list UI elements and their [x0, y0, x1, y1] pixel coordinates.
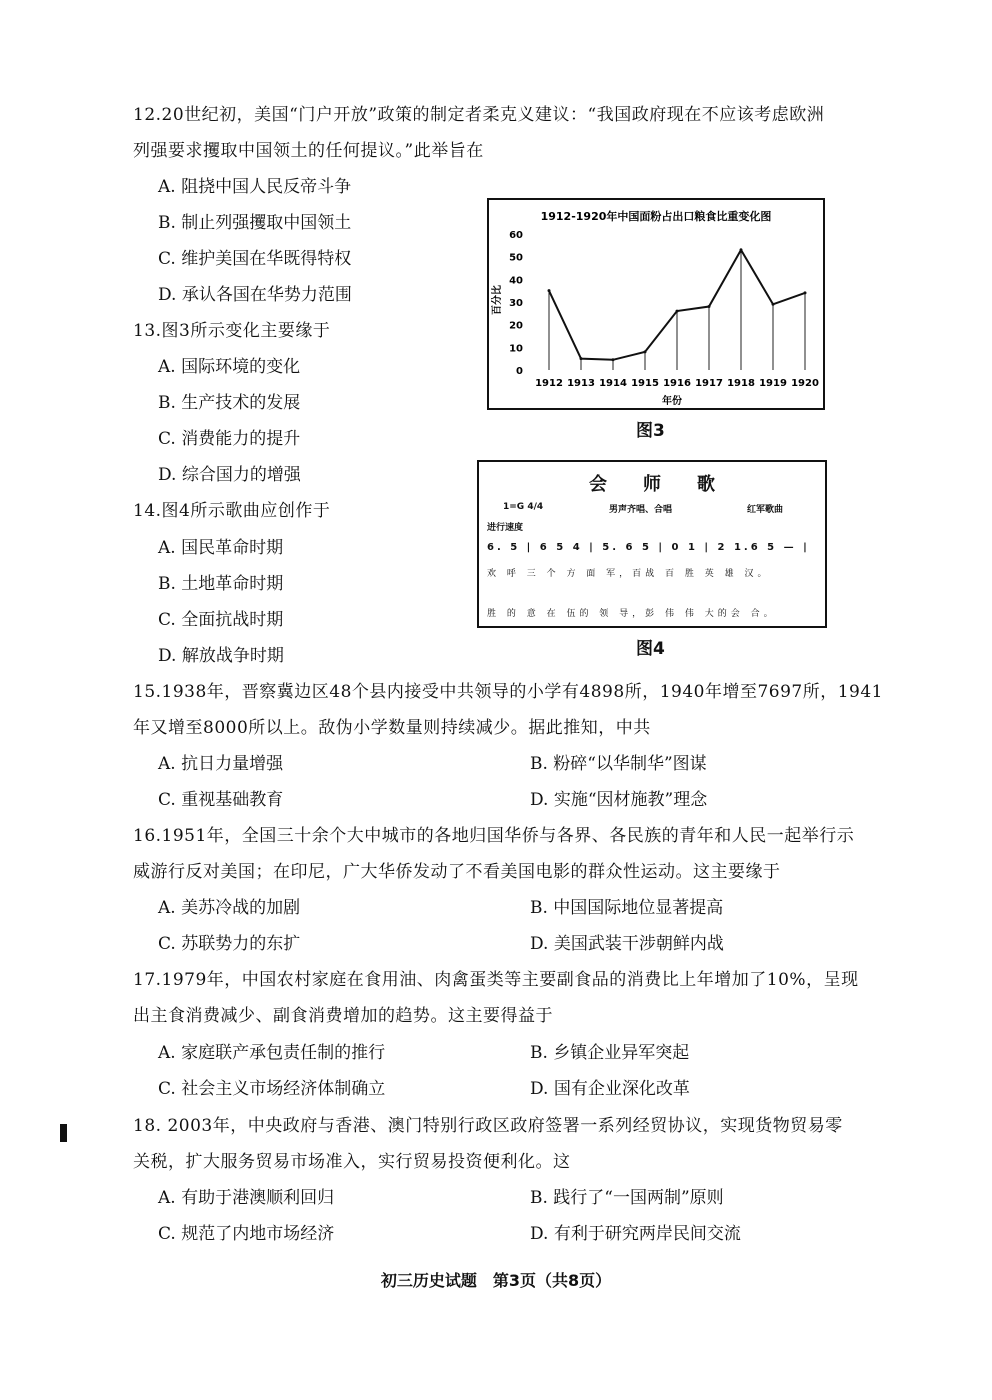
q17-option-d[interactable]: D. 国有企业深化改革	[530, 1079, 690, 1099]
data-point	[804, 291, 807, 294]
q14-stem: 14.图4所示歌曲应创作于	[133, 501, 331, 521]
data-point	[740, 248, 743, 251]
x-tick-label: 1912	[535, 378, 563, 389]
y-tick-label: 30	[509, 298, 523, 309]
q14-option-c[interactable]: C. 全面抗战时期	[158, 610, 284, 630]
q16-option-b[interactable]: B. 中国国际地位显著提高	[530, 898, 724, 918]
chart-title: 1912-1920年中国面粉占出口粮食比重变化图	[540, 210, 772, 223]
q16-stem-line1: 16.1951年，全国三十余个大中城市的各地归国华侨与各界、各民族的青年和人民一起举行示	[133, 826, 855, 846]
q16-option-a[interactable]: A. 美苏冷战的加剧	[158, 898, 301, 918]
song-notes: 6. 5 | 6 5 4 | 5. 6 5 | 0 1 | 2 1.6 5 — |	[487, 542, 810, 553]
q15-option-b[interactable]: B. 粉碎“以华制华”图谋	[530, 754, 707, 774]
y-tick-label: 0	[516, 366, 523, 377]
q13-option-a[interactable]: A. 国际环境的变化	[158, 357, 301, 377]
figure-4-caption: 图4	[636, 639, 665, 659]
song-lyrics-1: 欢 呼 三 个 方 面 军，百战 百 胜 英 雄 汉。	[487, 569, 771, 579]
q15-option-a[interactable]: A. 抗日力量增强	[158, 754, 284, 774]
q13-option-c[interactable]: C. 消费能力的提升	[158, 429, 301, 449]
q15-option-c[interactable]: C. 重视基础教育	[158, 790, 284, 810]
q14-option-b[interactable]: B. 土地革命时期	[158, 574, 284, 594]
q15-option-d[interactable]: D. 实施“因材施教”理念	[530, 790, 708, 810]
q12-stem-line1: 12.20世纪初，美国“门户开放”政策的制定者柔克义建议：“我国政府现在不应该考虑欧洲	[133, 105, 825, 125]
data-point	[548, 289, 551, 292]
song-key: 1=G 4/4	[503, 502, 544, 512]
y-tick-label: 20	[509, 320, 523, 332]
figure-3-caption: 图3	[636, 421, 665, 441]
q15-stem-line1: 15.1938年，晋察冀边区48个县内接受中共领导的小学有4898所，1940年增至7697所，1941	[133, 682, 883, 702]
q14-option-d[interactable]: D. 解放战争时期	[158, 646, 284, 666]
q13-option-d[interactable]: D. 综合国力的增强	[158, 465, 301, 485]
song-style: 男声齐唱、合唱	[609, 505, 673, 515]
data-point	[612, 358, 615, 361]
q17-option-c[interactable]: C. 社会主义市场经济体制确立	[158, 1079, 386, 1099]
q17-stem-line1: 17.1979年，中国农村家庭在食用油、肉禽蛋类等主要副食品的消费比上年增加了10%，呈现	[133, 970, 859, 990]
y-tick-label: 40	[509, 275, 523, 287]
data-point	[580, 357, 583, 360]
figure-3-chart	[487, 198, 825, 410]
q12-option-a[interactable]: A. 阻挠中国人民反帝斗争	[158, 177, 352, 197]
x-tick-label: 1916	[663, 378, 691, 389]
page-footer: 初三历史试题 第3页（共8页）	[380, 1271, 612, 1290]
q16-option-c[interactable]: C. 苏联势力的东扩	[158, 934, 301, 954]
q18-option-b[interactable]: B. 践行了“一国两制”原则	[530, 1188, 724, 1208]
x-tick-label: 1915	[631, 378, 659, 389]
song-tempo: 进行速度	[487, 523, 524, 533]
x-tick-label: 1917	[695, 378, 723, 389]
x-tick-label: 1919	[759, 378, 787, 389]
q12-option-d[interactable]: D. 承认各国在华势力范围	[158, 285, 352, 305]
q13-option-b[interactable]: B. 生产技术的发展	[158, 393, 301, 413]
q16-stem-line2: 威游行反对美国；在印尼，广大华侨发动了不看美国电影的群众性运动。这主要缘于	[133, 862, 781, 882]
q17-option-b[interactable]: B. 乡镇企业异军突起	[530, 1043, 690, 1063]
q14-option-a[interactable]: A. 国民革命时期	[158, 538, 284, 558]
q18-option-d[interactable]: D. 有利于研究两岸民间交流	[530, 1224, 741, 1244]
y-tick-label: 60	[509, 230, 523, 241]
q18-stem-line2: 关税，扩大服务贸易市场准入，实行贸易投资便利化。这	[133, 1152, 571, 1172]
song-source: 红军歌曲	[747, 505, 784, 515]
q16-option-d[interactable]: D. 美国武装干涉朝鲜内战	[530, 934, 724, 954]
x-tick-label: 1920	[791, 378, 819, 389]
q13-stem: 13.图3所示变化主要缘于	[133, 321, 331, 341]
y-tick-label: 50	[509, 252, 523, 264]
q12-option-c[interactable]: C. 维护美国在华既得特权	[158, 249, 352, 269]
song-title: 会 师 歌	[589, 474, 715, 495]
q12-stem-line2: 列强要求攫取中国领土的任何提议。”此举旨在	[133, 141, 484, 161]
q17-option-a[interactable]: A. 家庭联产承包责任制的推行	[158, 1043, 386, 1063]
line-chart	[489, 200, 823, 408]
q17-stem-line2: 出主食消费减少、副食消费增加的趋势。这主要得益于	[133, 1006, 553, 1026]
x-tick-label: 1918	[727, 378, 755, 389]
data-point	[708, 305, 711, 308]
q15-stem-line2: 年又增至8000所以上。敌伪小学数量则持续减少。据此推知，中共	[133, 718, 651, 738]
song-lyrics-2: 胜 的 意 在 伍的 领 导，彭 伟 伟 大的会 合。	[487, 609, 777, 619]
q12-option-b[interactable]: B. 制止列强攫取中国领土	[158, 213, 352, 233]
q18-option-a[interactable]: A. 有助于港澳顺利回归	[158, 1188, 335, 1208]
y-tick-label: 10	[509, 343, 523, 355]
data-point	[676, 310, 679, 313]
x-tick-label: 1914	[599, 378, 627, 389]
data-point	[644, 350, 647, 353]
scan-mark	[60, 1124, 67, 1142]
figure-4-score	[477, 460, 827, 628]
chart-xlabel: 年份	[662, 396, 682, 407]
q18-stem-line1: 18. 2003年，中央政府与香港、澳门特别行政区政府签署一系列经贸协议，实现货物贸易零	[133, 1116, 843, 1136]
q18-option-c[interactable]: C. 规范了内地市场经济	[158, 1224, 335, 1244]
chart-ylabel: 百分比	[492, 285, 503, 315]
data-point	[772, 303, 775, 306]
x-tick-label: 1913	[567, 378, 595, 389]
